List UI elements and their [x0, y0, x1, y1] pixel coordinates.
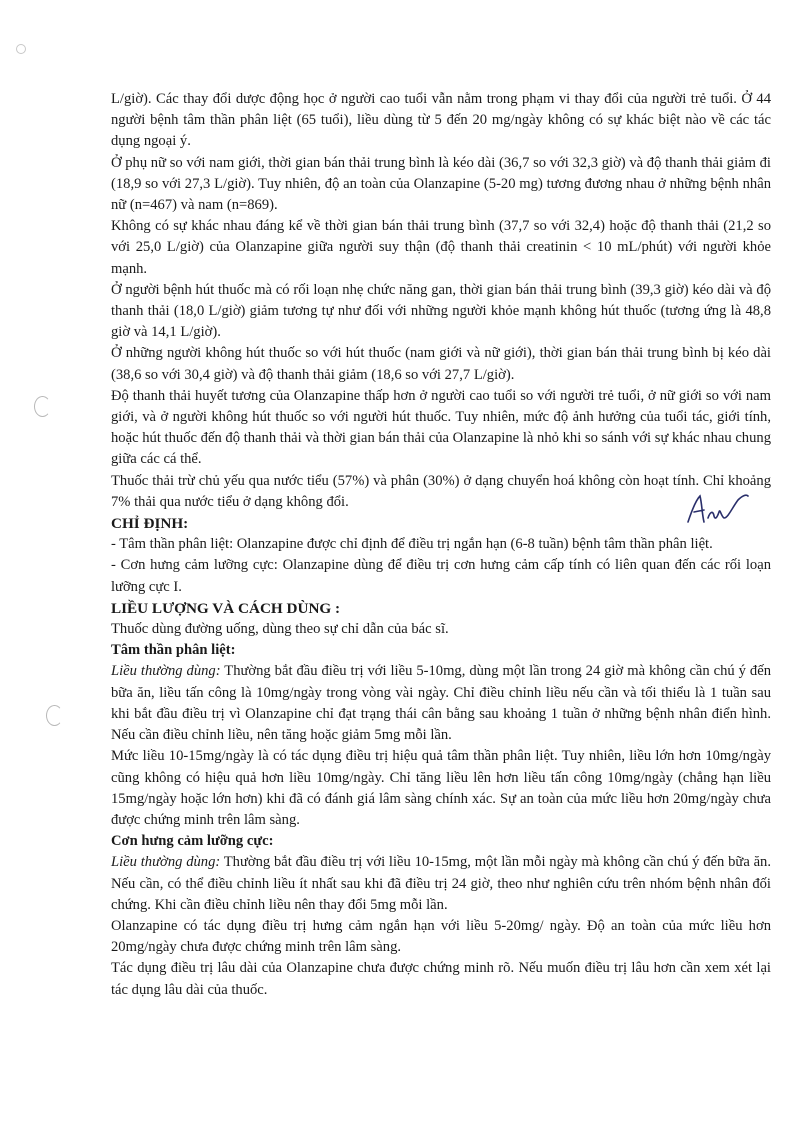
dosage-heading: LIỀU LƯỢNG VÀ CÁCH DÙNG :: [111, 599, 341, 617]
punch-hole-top: [34, 396, 51, 417]
document-body: [111, 89, 771, 1001]
schizophrenia-subheading: Tâm thần phân liệt:: [111, 642, 236, 659]
usual-dose-text: Thường bắt đầu điều trị với liều 5-10mg, dùng một lần trong 24 giờ mà không cần chú ý đến bữa ăn, liều tấn công là 10mg/ngày trong vòng vài ngày. Chỉ điều chỉnh liều nếu cần và tối thiểu là 1 tuần sau khi bắt đầu điều trị vì Olanzapine chỉ đạt trạng thái cân bằng sau khoảng 1 tuần ở những bệnh nhân điển hình. Nếu cần điều chỉnh liều, nên tăng hoặc giảm 5mg mỗi lần.: [111, 663, 771, 744]
punch-hole-bottom: [46, 705, 63, 726]
usual-dose-label: Liều thường dùng:: [111, 854, 221, 871]
mania-usual-dose-paragraph: [111, 852, 771, 916]
pharmacokinetics-hepatic-paragraph: Ở người bệnh hút thuốc mà có rối loạn nhẹ chức năng gan, thời gian bán thải trung bình (39,3 giờ) kéo dài và độ thanh thải (18,0 L/giờ) giảm tương tự như đối với những người khỏe mạnh không hút thuốc (tương ứng là 48,8 giờ và 14,1 L/giờ).: [111, 281, 771, 341]
schizophrenia-usual-dose-paragraph: [111, 661, 771, 746]
indication-bipolar-mania: - Cơn hưng cảm lưỡng cực: Olanzapine dùng để điều trị cơn hưng cảm cấp tính có liên quan đến các rối loạn lưỡng cực I.: [111, 557, 771, 595]
elimination-paragraph: Thuốc thải trừ chủ yếu qua nước tiểu (57%) và phân (30%) ở dạng chuyển hoá không còn hoạt tính. Chỉ khoảng 7% thải qua nước tiểu ở dạng không đổi.: [111, 472, 771, 510]
dosage-intro: Thuốc dùng đường uống, dùng theo sự chỉ dẫn của bác sĩ.: [111, 621, 449, 638]
mania-short-term-paragraph: Olanzapine có tác dụng điều trị hưng cảm ngắn hạn với liều 5-20mg/ ngày. Độ an toàn của mức liều hơn 20mg/ngày chưa được chứng minh trên lâm sàng.: [111, 917, 771, 956]
pharmacokinetics-elderly-paragraph: L/giờ). Các thay đổi dược động học ở người cao tuổi vẫn nằm trong phạm vi thay đổi của người trẻ tuổi. Ở 44 người bệnh tâm thần phân liệt (65 tuổi), liều dùng từ 5 đến 20 mg/ngày không có sự khác biệt nào về các tác dụng ngoại ý.: [111, 91, 771, 150]
schizophrenia-dose-range-paragraph: Mức liều 10-15mg/ngày là có tác dụng điều trị hiệu quả tâm thần phân liệt. Tuy nhiên, liều lớn hơn 10mg/ngày cũng không có hiệu quả hơn liều 10mg/ngày. Chỉ tăng liều lên hơn liều tấn công 10mg/ngày (chẳng hạn liều 15mg/ngày hoặc lớn hơn) khi đã có đánh giá lâm sàng chính xác. Sự an toàn của mức liều hơn 20mg/ngày chưa được chứng minh trên lâm sàng.: [111, 748, 771, 828]
mania-long-term-paragraph: Tác dụng điều trị lâu dài của Olanzapine chưa được chứng minh rõ. Nếu muốn điều trị lâu hơn cần xem xét lại tác dụng lâu dài của thuốc.: [111, 960, 771, 998]
usual-dose-text: Thường bắt đầu điều trị với liều 10-15mg, một lần mỗi ngày mà không cần chú ý đến bữa ăn. Nếu cần, có thể điều chỉnh liều ít nhất sau khi đã điều trị 24 giờ, theo như nghiên cứu trên nhóm bệnh nhân đối chứng. Khi cần điều chỉnh liều nên thay đổi 5mg mỗi lần.: [111, 854, 771, 913]
plasma-clearance-paragraph: Độ thanh thải huyết tương của Olanzapine thấp hơn ở người cao tuổi so với người trẻ tuổi, ở nữ giới so với nam giới, và ở người không hút thuốc so với người hút thuốc. Tuy nhiên, mức độ ảnh hưởng của tuổi tác, giới tính, hoặc hút thuốc đến độ thanh thải và thời gian bán thải của Olanzapine là nhỏ khi so sánh với sự khác nhau chung giữa các cá thể.: [111, 387, 771, 468]
indication-schizophrenia: - Tâm thần phân liệt: Olanzapine được chỉ định để điều trị ngắn hạn (6-8 tuần) bệnh tâm thần phân liệt.: [111, 536, 713, 553]
indications-heading: CHỈ ĐỊNH:: [111, 515, 189, 533]
usual-dose-label: Liều thường dùng:: [111, 663, 221, 680]
pharmacokinetics-smoking-paragraph: Ở những người không hút thuốc so với hút thuốc (nam giới và nữ giới), thời gian bán thải trung bình bị kéo dài (38,6 so với 30,4 giờ) và độ thanh thải giảm (18,6 so với 27,7 L/giờ).: [111, 345, 771, 383]
pharmacokinetics-gender-paragraph: Ở phụ nữ so với nam giới, thời gian bán thải trung bình là kéo dài (36,7 so với 32,3 giờ) và độ thanh thải giảm đi (18,9 so với 27,3 L/giờ). Tuy nhiên, độ an toàn của Olanzapine (5-20 mg) tương đương nhau ở những bệnh nhân nữ (n=467) và nam (n=869).: [111, 154, 771, 214]
pharmacokinetics-renal-paragraph: Không có sự khác nhau đáng kể về thời gian bán thải trung bình (37,7 so với 32,4) hoặc độ thanh thải (21,2 so với 25,0 L/giờ) của Olanzapine giữa người suy thận (độ thanh thải creatinin < 10 mL/phút) với người khỏe mạnh.: [111, 218, 771, 277]
bipolar-mania-subheading: Cơn hưng cảm lưỡng cực:: [111, 833, 274, 850]
scan-mark: [16, 44, 26, 54]
